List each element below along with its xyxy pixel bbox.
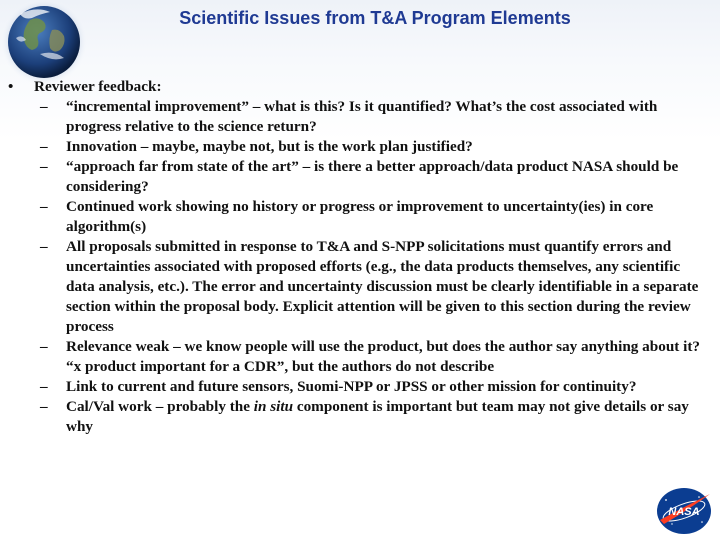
sub-bullet-text: Relevance weak – we know people will use the product, but does the author say anything about it? “x product important for a CDR”, but the authors do not describe: [66, 338, 700, 375]
sub-bullet-text: Continued work showing no history or progress or improvement to uncertainty(ies) in core algorithm(s): [66, 198, 654, 235]
sub-bullet-text: Innovation – maybe, maybe not, but is the work plan justified?: [66, 138, 473, 155]
sub-bullet-item: [34, 157, 712, 197]
last-item-prefix: Cal/Val work – probably the: [66, 398, 254, 415]
sub-bullet-text: “approach far from state of the art” – is there a better approach/data product NASA should be considering?: [66, 158, 679, 195]
sub-bullet-item: [34, 337, 712, 377]
sub-bullet-item: [34, 237, 712, 337]
dash-marker: –: [40, 198, 48, 215]
sub-bullet-text: All proposals submitted in response to T&A and S-NPP solicitations must quantify errors and uncertainties associated with proposed efforts (e.g., the data products themselves, any scientific data analysis, etc.). The error and uncertainty discussion must be clearly identifiable in a separate section within the proposal body. Explicit attention will be given to this section during the review process: [66, 238, 699, 335]
sub-bullet-text: “incremental improvement” – what is this? Is it quantified? What’s the cost associated with progress relative to the science return?: [66, 98, 658, 135]
main-bullet-text: Reviewer feedback:: [34, 78, 162, 95]
dash-marker: –: [40, 238, 48, 255]
sub-bullet-list: [34, 97, 712, 437]
last-item-suffix: component is important but team may not give details or say why: [66, 398, 689, 435]
nasa-logo-text: NASA: [668, 506, 700, 518]
last-item-italic: in situ: [253, 398, 294, 415]
sub-bullet-text: [66, 397, 712, 437]
slide-content: [8, 77, 712, 437]
sub-bullet-item: [34, 97, 712, 137]
dash-marker: –: [40, 138, 48, 155]
slide-title: Scientific Issues from T&A Program Elements: [179, 8, 571, 28]
dash-marker: –: [40, 378, 48, 395]
nasa-logo-icon: [654, 486, 714, 536]
sub-bullet-item: [34, 397, 712, 437]
dash-marker: –: [40, 98, 48, 115]
sub-bullet-item: [34, 197, 712, 237]
main-bullet: [8, 77, 712, 97]
dash-marker: –: [40, 398, 48, 415]
dash-marker: –: [40, 338, 48, 355]
dash-marker: –: [40, 158, 48, 175]
bullet-marker: •: [8, 78, 14, 95]
sub-bullet-item: [34, 377, 712, 397]
sub-bullet-item: [34, 137, 712, 157]
sub-bullet-text: Link to current and future sensors, Suomi-NPP or JPSS or other mission for continuity?: [66, 378, 637, 395]
